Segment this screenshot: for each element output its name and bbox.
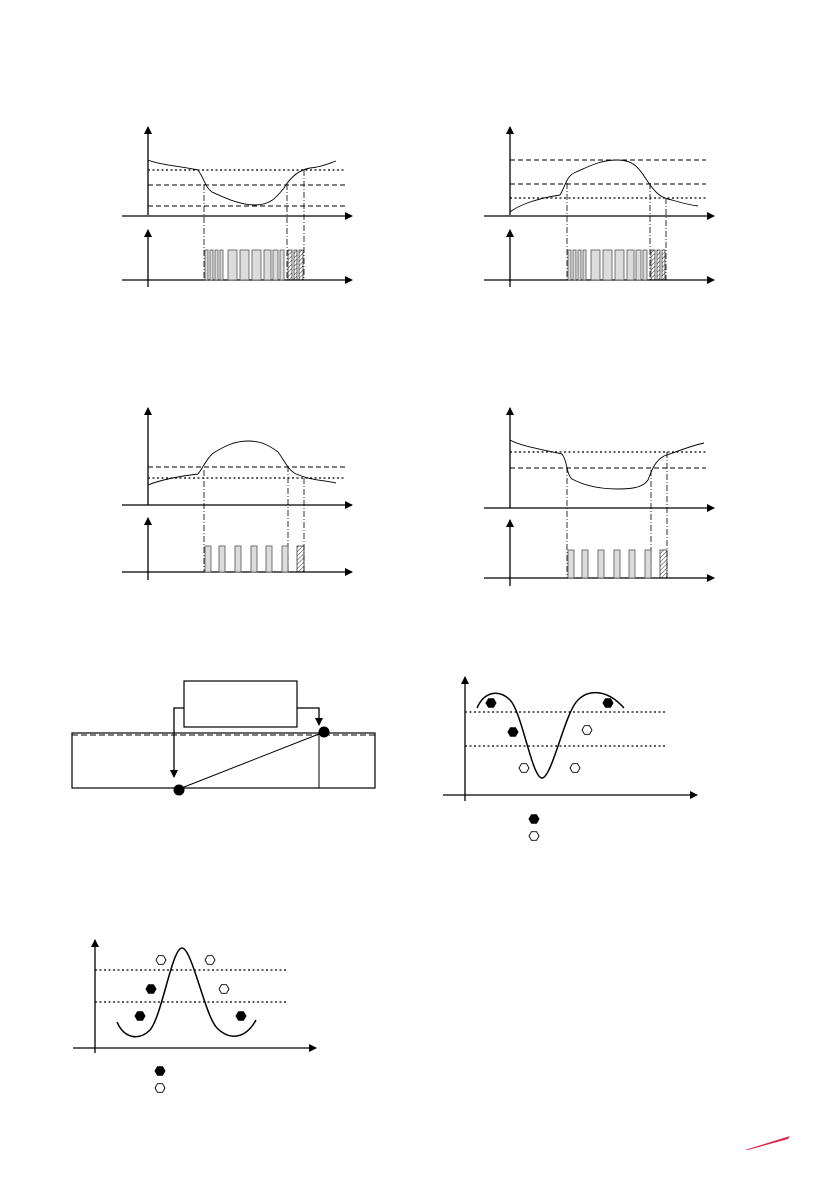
- signal-curve: [510, 440, 704, 489]
- diagram-two-probe-box: [72, 681, 375, 796]
- pulse-train: [568, 550, 667, 578]
- probe-dot-high: [319, 727, 330, 738]
- legend: [155, 1067, 165, 1093]
- marker-set: [135, 956, 246, 1021]
- sine-curve: [477, 693, 624, 778]
- diagram-pulse-low-single: [484, 408, 714, 586]
- diagram-sine-high-legend: [73, 940, 316, 1092]
- diagram-pulse-high-single: [122, 408, 352, 580]
- diagram-sine-low-legend: [443, 677, 697, 840]
- diagram-defrost-low-threshold: [122, 127, 352, 287]
- marker-set: [486, 699, 613, 773]
- controller-box: [184, 681, 297, 727]
- diagram-defrost-high-threshold: [484, 127, 714, 287]
- filled-hexagon-icon: [529, 815, 539, 824]
- cabinet-box: [72, 733, 375, 788]
- signal-curve: [510, 160, 698, 212]
- brand-slash-mark-icon: [745, 1136, 790, 1150]
- probe-dot-low: [174, 785, 185, 796]
- hollow-hexagon-icon: [529, 832, 539, 841]
- hollow-hexagon-icon: [155, 1084, 165, 1093]
- signal-curve: [148, 160, 336, 205]
- pulse-train: [205, 546, 304, 572]
- link-arrow-right: [297, 708, 319, 725]
- filled-hexagon-icon: [155, 1067, 165, 1076]
- pulse-train: [205, 250, 303, 280]
- legend: [529, 815, 539, 841]
- pulse-train: [568, 250, 665, 280]
- sine-curve: [117, 948, 256, 1037]
